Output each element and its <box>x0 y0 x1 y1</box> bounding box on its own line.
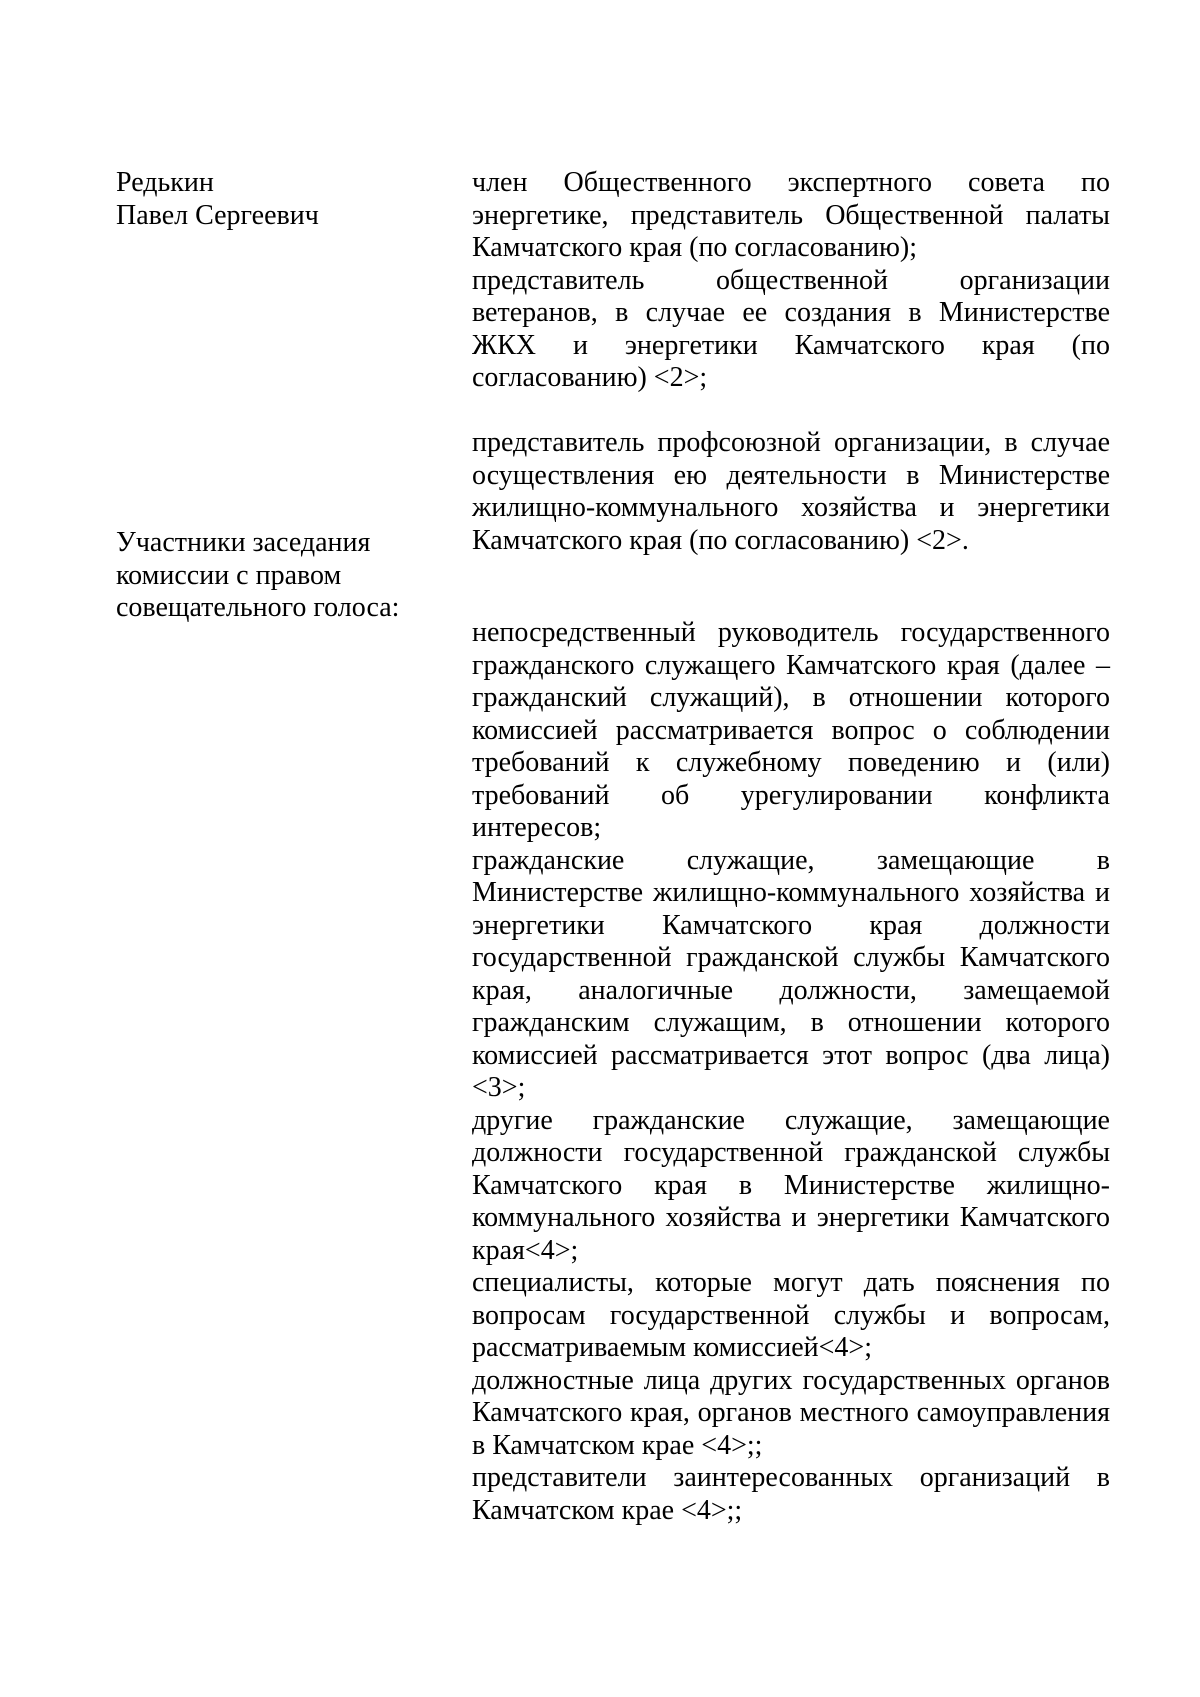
member-name <box>116 167 456 232</box>
advisory-heading-line: комиссии с правом <box>116 559 342 591</box>
advisory-heading <box>116 527 456 625</box>
advisory-item-other-servants: другие гражданские служащие, замещающие должности государственной гражданской службы Камчатского края в Министерстве жилищно-коммунального хозяйства и энергетики Камчатского края<4>; <box>472 1104 1110 1266</box>
member-role-block <box>472 167 1110 395</box>
advisory-items <box>472 617 1110 1527</box>
member-role: член Общественного экспертного совета по энергетике, представитель Общественной палаты Камчатского края (по согласованию); <box>472 167 1110 263</box>
advisory-item-supervisor: непосредственный руководитель государственного гражданского служащего Камчатского края (далее – гражданский служащий), в отношении которого комиссией рассматривается вопрос о соблюдении требований к служебному поведению и (или) требований об урегулировании конфликта интересов; <box>472 617 1110 843</box>
advisory-item-organizations: представители заинтересованных организаций в Камчатском крае <4>;; <box>472 1462 1110 1526</box>
advisory-item-officials: должностные лица других государственных органов Камчатского края, органов местного самоуправления в Камчатском крае <4>;; <box>472 1364 1110 1461</box>
member-last-name: Редькин <box>116 167 214 198</box>
advisory-item-equivalent-servants: гражданские служащие, замещающие в Министерстве жилищно-коммунального хозяйства и энергетики Камчатского края должности государственной гражданской службы Камчатского края, аналогичные должности, замещаемой гражданским служащим, в отношении которого комиссией рассматривается этот вопрос (два лица) <3>; <box>472 844 1110 1103</box>
extra-member-veterans: представитель общественной организации ветеранов, в случае ее создания в Министерстве ЖКХ и энергетики Камчатского края (по согласованию) <2>; <box>472 264 1110 393</box>
member-first-names: Павел Сергеевич <box>116 199 319 231</box>
extra-member-union: представитель профсоюзной организации, в случае осуществления ею деятельности в Министерстве жилищно-коммунального хозяйства и энергетики Камчатского края (по согласованию) <2>. <box>472 427 1110 556</box>
extra-member-union-block <box>472 427 1110 557</box>
advisory-item-specialists: специалисты, которые могут дать пояснения по вопросам государственной службы и вопросам, рассматриваемым комиссией<4>; <box>472 1267 1110 1363</box>
advisory-heading-line: совещательного голоса: <box>116 592 400 623</box>
advisory-heading-line: Участники заседания <box>116 527 371 558</box>
